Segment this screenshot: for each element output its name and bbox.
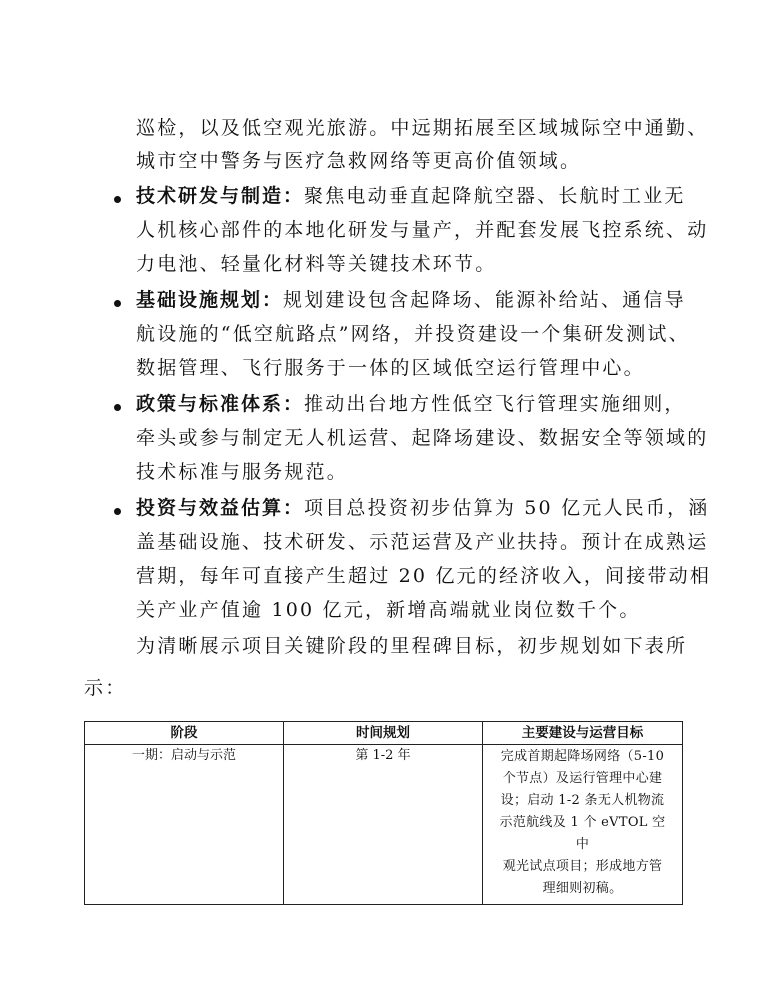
continuation-line-2: 城市空中警务与医疗急救网络等更高价值领域。 <box>136 150 582 172</box>
header-time: 时间规划 <box>284 722 483 745</box>
bullet-3-line-3: 技术标准与服务规范。 <box>136 461 349 483</box>
bullet-4-line-3: 营期，每年可直接产生超过 20 亿元的经济收入，间接带动相 <box>136 565 712 587</box>
goal-line-4: 示范航线及 1 个 eVTOL 空中 <box>499 815 666 852</box>
intro-line-1: 为清晰展示项目关键阶段的里程碑目标，初步规划如下表所 <box>136 635 688 657</box>
intro-line-2: 示： <box>84 677 127 699</box>
milestone-table <box>84 721 683 905</box>
bullet-4-text: 项目总投资初步估算为 50 亿元人民币，涵 <box>304 497 710 519</box>
bullet-1-line-3: 力电池、轻量化材料等关键技术环节。 <box>136 253 497 275</box>
bullet-2-text: 规划建设包含起降场、能源补给站、通信导 <box>283 289 686 311</box>
bullet-1-line-1 <box>136 184 686 208</box>
goal-line-2: 个节点）及运行管理中心建 <box>502 771 663 786</box>
bullet-marker <box>114 300 121 307</box>
bullet-4-line-1 <box>136 496 709 520</box>
bullet-4-line-4: 关产业产值逾 100 亿元，新增高端就业岗位数千个。 <box>136 599 641 621</box>
goal-line-3: 设；启动 1-2 条无人机物流 <box>500 793 665 808</box>
bullet-3-line-1 <box>136 392 686 416</box>
cell-goal <box>483 745 683 905</box>
bullet-1-heading: 技术研发与制造： <box>136 185 305 207</box>
bullet-4-heading: 投资与效益估算： <box>136 497 305 519</box>
bullet-2-heading: 基础设施规划： <box>136 289 284 311</box>
bullet-3-line-2: 牵头或参与制定无人机运营、起降场建设、数据安全等领域的 <box>136 427 709 449</box>
header-stage: 阶段 <box>85 722 284 745</box>
goal-line-1: 完成首期起降场网络（5-10 <box>500 749 665 764</box>
goal-line-5: 观光试点项目；形成地方管 <box>502 859 663 874</box>
table-header-row <box>85 722 683 745</box>
bullet-marker <box>114 508 121 515</box>
bullet-1-text: 聚焦电动垂直起降航空器、长航时工业无 <box>304 185 686 207</box>
cell-time: 第 1-2 年 <box>284 745 483 905</box>
bullet-1-line-2: 人机核心部件的本地化研发与量产，并配套发展飞控系统、动 <box>136 219 709 241</box>
bullet-3-text: 推动出台地方性低空飞行管理实施细则， <box>304 393 686 415</box>
bullet-marker <box>114 196 121 203</box>
bullet-3-heading: 政策与标准体系： <box>136 393 305 415</box>
bullet-4-line-2: 盖基础设施、技术研发、示范运营及产业扶持。预计在成熟运 <box>136 531 709 553</box>
table-row <box>85 745 683 905</box>
bullet-marker <box>114 404 121 411</box>
goal-line-6: 理细则初稿。 <box>542 881 623 896</box>
header-goal: 主要建设与运营目标 <box>483 722 683 745</box>
bullet-2-line-1 <box>136 288 686 312</box>
continuation-line-1: 巡检，以及低空观光旅游。中远期拓展至区域城际空中通勤、 <box>136 117 709 139</box>
bullet-2-line-3: 数据管理、飞行服务于一体的区域低空运行管理中心。 <box>136 357 645 379</box>
cell-stage: 一期：启动与示范 <box>85 745 284 905</box>
bullet-2-line-2: 航设施的“低空航路点”网络，并投资建设一个集研发测试、 <box>136 323 690 345</box>
